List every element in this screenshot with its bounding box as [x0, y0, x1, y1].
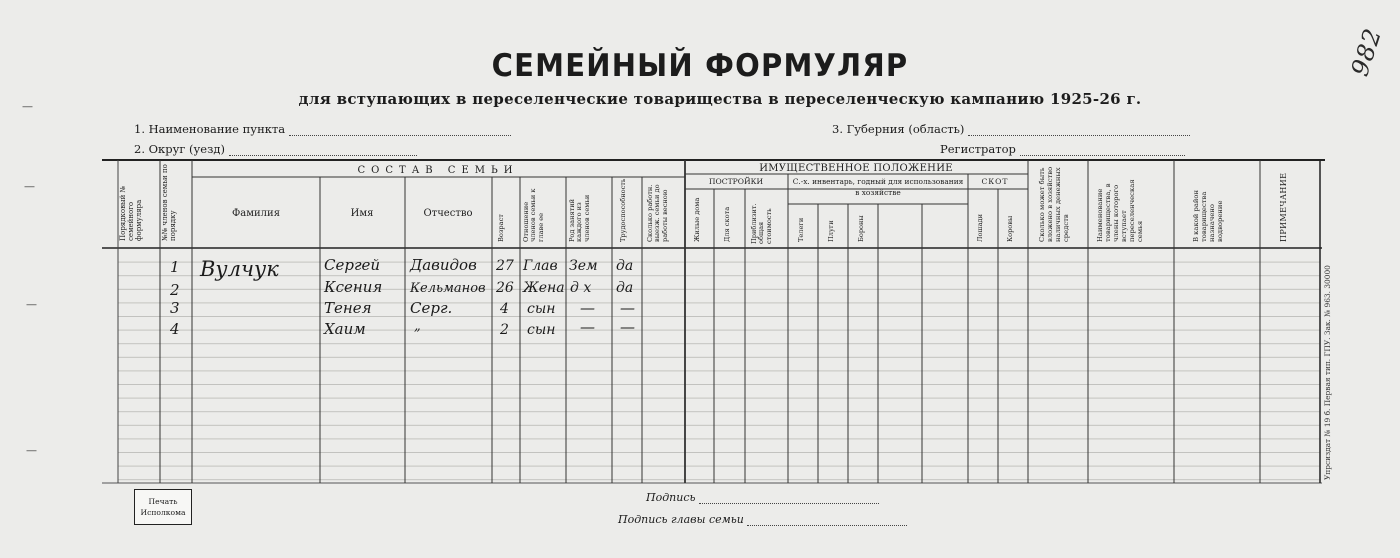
given-name: Сергей [324, 256, 381, 274]
member-no: 2 [170, 281, 180, 299]
printer-imprint: Упрсиздат № 19 б. Первая тип. ГПУ. Зак. № 963. 30000 [1323, 265, 1332, 480]
occupation: — [580, 318, 595, 336]
margin-dash: — [22, 100, 33, 113]
ability: да [616, 280, 634, 296]
age: 27 [496, 258, 514, 274]
patronymic: Кельманов [410, 281, 486, 296]
col-surname: Фамилия [231, 208, 281, 219]
patronymic: Серг. [410, 299, 453, 317]
col-family-no-header: Порядковый № семейного формуляра №№ членов семьи по порядку [119, 164, 177, 241]
form-title: СЕМЕЙНЫЙ ФОРМУЛЯР [491, 46, 909, 84]
patronymic: Давидов [410, 256, 477, 274]
table-body-ruling [118, 249, 1320, 483]
col-name: Имя [350, 208, 374, 219]
head-signature-label: Подпись главы семьи [618, 513, 744, 526]
member-no: 1 [170, 258, 180, 276]
occupation: — [580, 299, 595, 317]
margin-dash: — [24, 180, 35, 193]
ability: — [620, 318, 635, 336]
patronymic: „ [414, 319, 421, 334]
relation: Глав [523, 258, 558, 274]
registrar-label: Регистратор [940, 142, 1016, 156]
relation: Жена [523, 280, 565, 296]
group-property-header: ИМУЩЕСТВЕННОЕ ПОЛОЖЕНИЕ [759, 163, 953, 174]
ability: — [620, 299, 635, 317]
archive-number: 982 [1345, 24, 1388, 80]
head-signature-field [618, 513, 907, 526]
group-family-header: СОСТАВ СЕМЬИ [357, 165, 519, 176]
province-label: 3. Губерния (область) [832, 122, 965, 136]
stamp-box [134, 489, 192, 525]
occupation: д х [570, 280, 592, 296]
col-patronymic: Отчество [423, 208, 473, 219]
age: 2 [500, 322, 509, 338]
surname: Вулчук [200, 257, 279, 281]
age: 26 [496, 280, 514, 296]
stamp-line-1: Печать [148, 497, 178, 506]
col-vertical-headers-family: Возраст Отношение членов семьи к главе ее Род занятий каждого из членов семьи Трудоспособность Сколько работн. выезж. семьи до работы весною [497, 178, 669, 242]
group-buildings-header: ПОСТРОЙКИ [708, 177, 764, 186]
ability: да [616, 258, 634, 274]
district-label: 2. Округ (уезд) [134, 142, 225, 156]
given-name: Хаим [324, 320, 366, 338]
member-no: 4 [170, 320, 180, 338]
stamp-line-2: Исполкома [140, 508, 186, 517]
group-inventory-header: С.-х. инвентарь, годный для использования в хозяйстве [792, 177, 964, 197]
signature-label: Подпись [646, 491, 696, 504]
occupation: Зем [569, 258, 598, 274]
member-no: 3 [170, 299, 180, 317]
signature-field [646, 491, 879, 504]
col-vertical-headers-property: Жилые дома Для скота Приблизит. общая стоимость Телеги Плуги Бороны Лошади Коровы [693, 197, 1014, 244]
col-vertical-headers-right: Сколько может быть вложено в хозяйство наличных денежных средств Наименование товарищества, в члены которого вступает переселенческая семья В какой район товарищества назначено водворение ПРИМЕЧАНИЕ [1038, 166, 1288, 242]
group-livestock-header: СКОТ [981, 177, 1009, 186]
margin-dash: — [26, 444, 37, 457]
point-name-label: 1. Наименование пункта [134, 122, 286, 136]
given-name: Ксения [324, 278, 383, 296]
margin-dash: — [26, 298, 37, 311]
age: 4 [500, 301, 509, 317]
form-subtitle: для вступающих в переселенческие товарищества в переселенческую кампанию 1925-26 г. [298, 90, 1142, 108]
relation: сын [527, 301, 556, 317]
given-name: Тенея [324, 299, 372, 317]
signature-line [699, 493, 879, 504]
relation: сын [527, 322, 556, 338]
head-signature-line [747, 515, 907, 526]
